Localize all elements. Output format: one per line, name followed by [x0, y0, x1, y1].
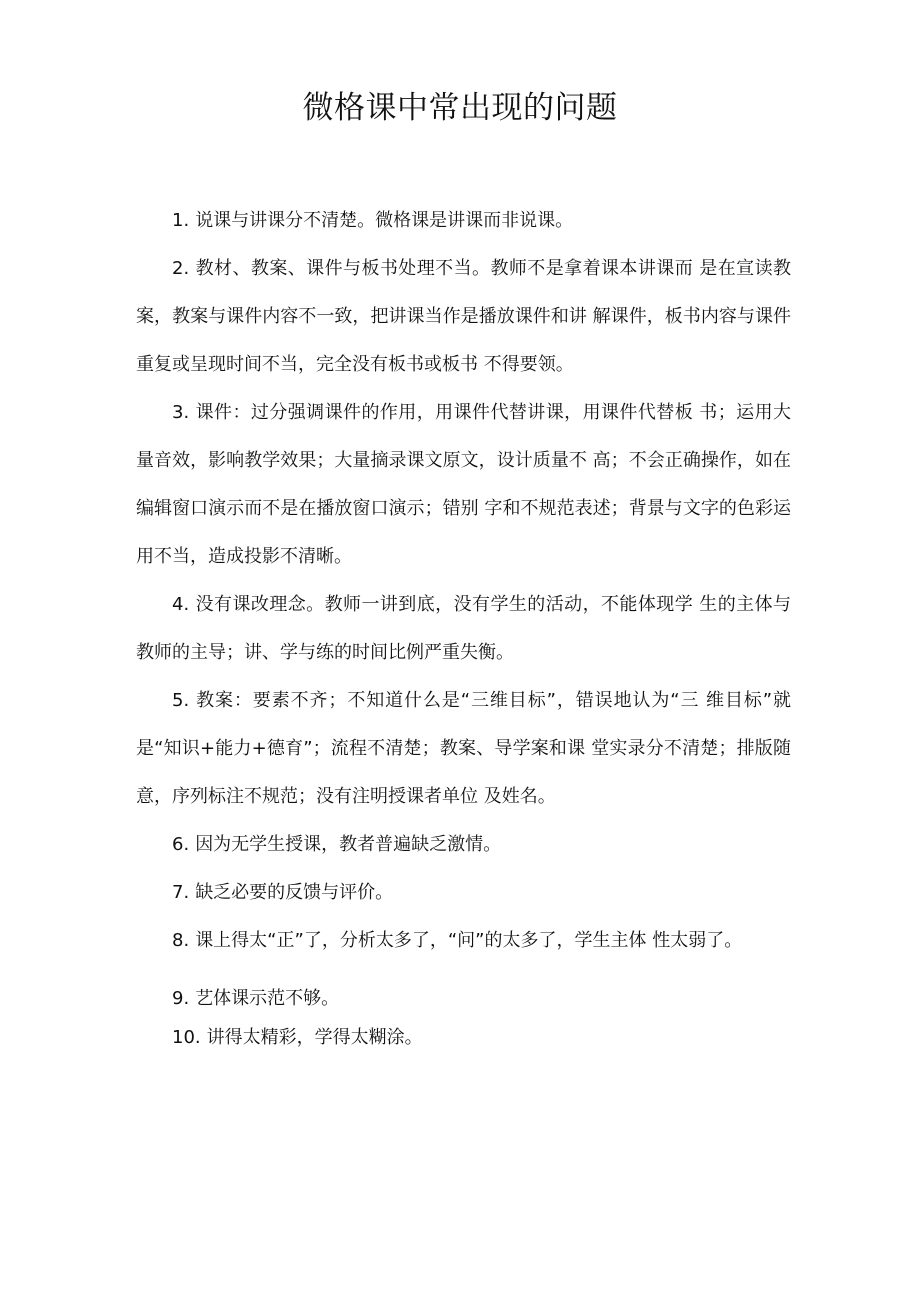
item-text: 说课与讲课分不清楚。微格课是讲课而非说课。 [195, 210, 574, 231]
item-number: 7. [172, 882, 190, 903]
list-item-7 [136, 869, 791, 917]
list-item-2 [136, 245, 791, 389]
item-text: 教材、教案、课件与板书处理不当。教师不是拿着课本讲课而 是在宣读教案，教案与课件内容不一致，把讲课当作是播放课件和讲 解课件，板书内容与课件重复或呈现时间不当，完全没有板书或板书 不得要领。 [136, 258, 791, 375]
page-title: 微格课中常出现的问题 [302, 90, 618, 126]
list-item-5 [136, 677, 791, 821]
item-text: 没有课改理念。教师一讲到底，没有学生的活动，不能体现学 生的主体与教师的主导；讲、学与练的时间比例严重失衡。 [136, 594, 791, 663]
list-item-4 [136, 581, 791, 677]
problem-list [136, 197, 791, 1053]
item-text: 缺乏必要的反馈与评价。 [195, 882, 394, 903]
item-text: 艺体课示范不够。 [195, 988, 340, 1009]
item-number: 9. [172, 988, 190, 1009]
list-item-6 [136, 821, 791, 869]
item-number: 6. [172, 834, 190, 855]
list-item-3 [136, 389, 791, 581]
item-number: 5. [172, 690, 190, 711]
item-number: 4. [172, 594, 190, 615]
item-number: 2. [172, 258, 190, 279]
item-number: 1. [172, 210, 190, 231]
list-item-8 [136, 917, 791, 965]
list-item-1 [136, 197, 791, 245]
item-text: 因为无学生授课，教者普遍缺乏激情。 [195, 834, 502, 855]
list-item-10 [136, 1023, 791, 1053]
item-number: 8. [172, 930, 190, 951]
item-text: 讲得太精彩，学得太糊涂。 [206, 1027, 423, 1048]
item-text: 教案：要素不齐；不知道什么是“三维目标”，错误地认为“三 维目标”就是“知识+能力+德育”；流程不清楚；教案、导学案和课 堂实录分不清楚；排版随意，序列标注不规范；没有注明授课者单位 及姓名。 [136, 690, 791, 807]
item-number: 10. [172, 1027, 201, 1048]
list-item-9 [136, 975, 791, 1023]
item-text: 课件：过分强调课件的作用，用课件代替讲课，用课件代替板 书；运用大量音效，影响教学效果；大量摘录课文原文，设计质量不 高；不会正确操作，如在编辑窗口演示而不是在播放窗口演示；错别 字和不规范表述；背景与文字的色彩运用不当，造成投影不清晰。 [136, 402, 791, 567]
item-text: 课上得太“正”了，分析太多了，“问”的太多了，学生主体 性太弱了。 [195, 930, 743, 951]
item-number: 3. [172, 402, 190, 423]
